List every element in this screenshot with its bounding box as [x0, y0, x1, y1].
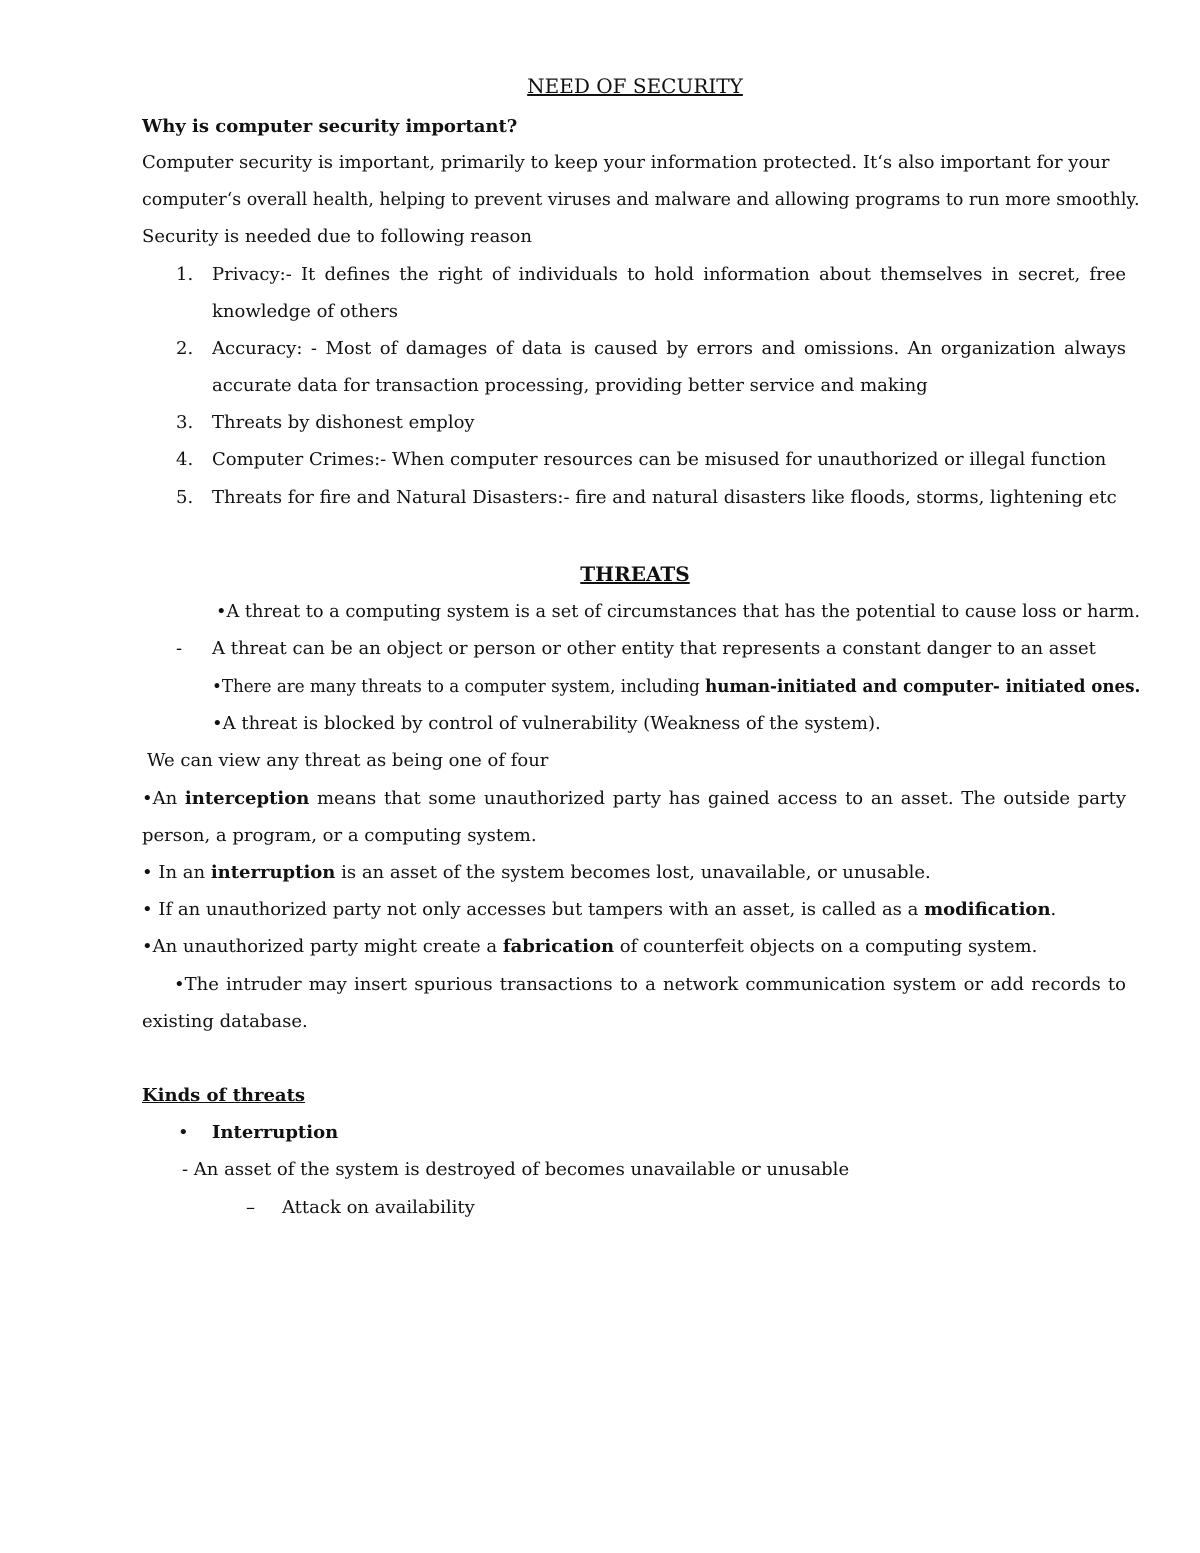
- term-interruption: interruption: [210, 862, 336, 883]
- term-interception: interception: [184, 788, 310, 809]
- threat-blocked: •A threat is blocked by control of vulnerability (Weakness of the system).: [212, 713, 881, 734]
- term-modification: modification: [924, 899, 1051, 920]
- term-fabrication: fabrication: [502, 936, 615, 957]
- reason-computer-crimes: Computer Crimes:- When computer resources can be misused for unauthorized or illegal function: [212, 449, 1107, 470]
- interception-line-1: [142, 786, 1126, 812]
- intruder-line-2: existing database.: [142, 1011, 308, 1032]
- page-title: NEED OF SECURITY: [527, 74, 743, 98]
- dash-marker: -: [176, 638, 183, 659]
- intro-line-2: computer‘s overall health, helping to prevent viruses and malware and allowing programs to run more smoothly.: [142, 189, 1140, 210]
- threat-object-person: A threat can be an object or person or other entity that represents a constant danger to an asset: [212, 638, 1096, 659]
- threats-heading: THREATS: [580, 562, 690, 586]
- text-run: •There are many threats to a computer system, including: [212, 676, 706, 697]
- reason-privacy-line-2: knowledge of others: [212, 301, 398, 322]
- intruder-line-1: •The intruder may insert spurious transactions to a network communication system or add records to: [174, 974, 1126, 995]
- text-run: • If an unauthorized party not only accesses but tampers with an asset, is called as a: [142, 899, 925, 920]
- reason-number: 2.: [176, 338, 194, 359]
- bold-phrase: human-initiated and computer- initiated ones.: [705, 676, 1141, 697]
- text-run: .: [1050, 899, 1057, 920]
- reason-privacy-line-1: Privacy:- It defines the right of individuals to hold information about themselves in secret, free: [212, 264, 1126, 285]
- interception-line-2: person, a program, or a computing system.: [142, 825, 537, 846]
- reason-number: 4.: [176, 449, 194, 470]
- reason-number: 1.: [176, 264, 194, 285]
- interruption-line: [142, 860, 931, 886]
- fabrication-line: [142, 934, 1037, 960]
- bullet-marker: •: [178, 1122, 189, 1143]
- reason-accuracy-line-1: Accuracy: - Most of damages of data is caused by errors and omissions. An organization always: [212, 338, 1126, 359]
- text-run: •An: [142, 788, 185, 809]
- text-run: means that some unauthorized party has gained access to an asset. The outside party: [316, 788, 1126, 809]
- text-run: • In an: [142, 862, 211, 883]
- en-dash-marker: –: [246, 1197, 255, 1218]
- kind-interruption-title: Interruption: [212, 1122, 339, 1143]
- threat-definition: •A threat to a computing system is a set of circumstances that has the potential to cause loss or harm.: [216, 601, 1140, 622]
- intro-line-1: Computer security is important, primarily to keep your information protected. It‘s also important for your: [142, 152, 1110, 173]
- modification-line: [142, 897, 1056, 923]
- attack-on-availability: Attack on availability: [282, 1197, 475, 1218]
- kind-interruption-description: - An asset of the system is destroyed of becomes unavailable or unusable: [182, 1159, 850, 1180]
- intro-line-3: Security is needed due to following reason: [142, 226, 532, 247]
- reason-dishonest-employ: Threats by dishonest employ: [212, 412, 475, 433]
- reason-fire-disasters: Threats for fire and Natural Disasters:- fire and natural disasters like floods, storms, lightening etc: [212, 487, 1117, 508]
- question-heading: Why is computer security important?: [142, 116, 518, 137]
- reason-accuracy-line-2: accurate data for transaction processing, providing better service and making: [212, 375, 928, 396]
- threat-four-kinds-intro: We can view any threat as being one of four: [147, 750, 549, 771]
- reason-number: 3.: [176, 412, 194, 433]
- text-run: is an asset of the system becomes lost, unavailable, or unusable.: [335, 862, 931, 883]
- reason-number: 5.: [176, 487, 194, 508]
- threat-many-threats: [212, 674, 1140, 700]
- kinds-of-threats-heading: Kinds of threats: [142, 1085, 306, 1106]
- text-run: •An unauthorized party might create a: [142, 936, 503, 957]
- text-run: of counterfeit objects on a computing system.: [614, 936, 1038, 957]
